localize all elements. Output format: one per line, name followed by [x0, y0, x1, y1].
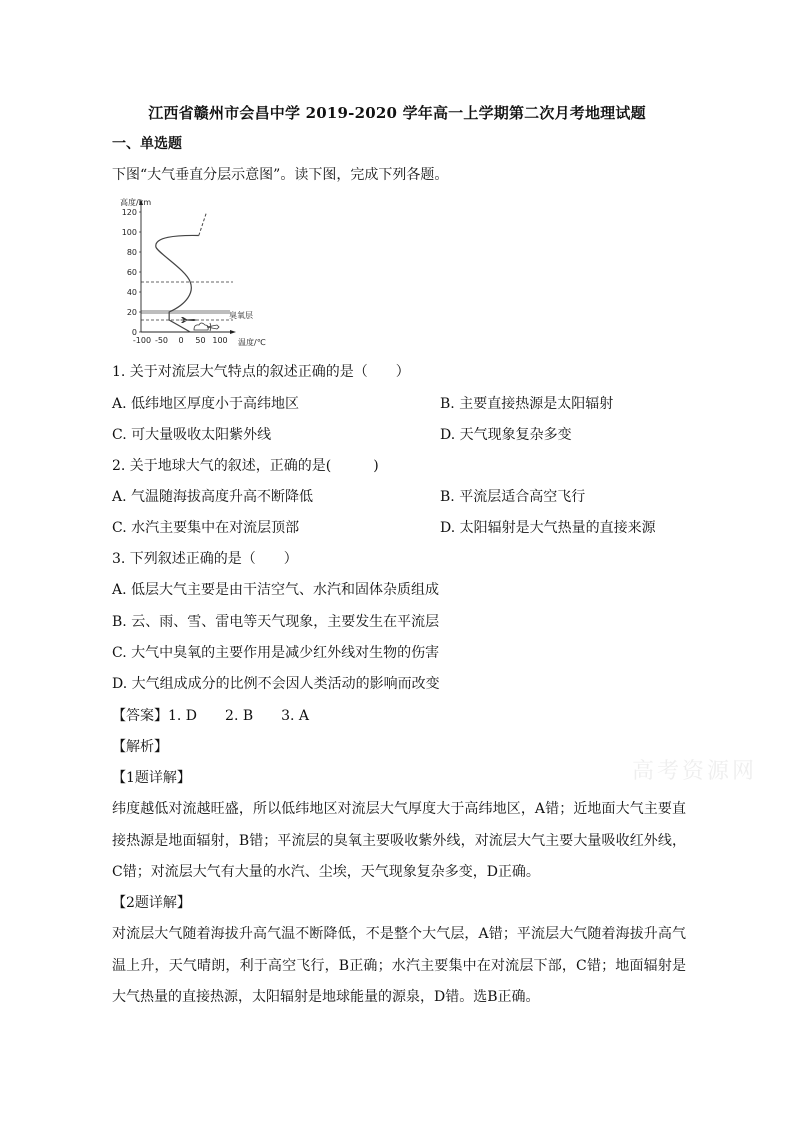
- x-tick-label: 0: [178, 336, 184, 345]
- question-3-stem: 3. 下列叙述正确的是（ ）: [112, 551, 298, 567]
- x-tick-label: 50: [195, 336, 206, 345]
- analysis-heading: 【解析】: [112, 739, 168, 755]
- question-2-option-b: B. 平流层适合高空飞行: [440, 489, 586, 505]
- question-2-option-c: C. 水汽主要集中在对流层顶部: [112, 520, 300, 536]
- x-tick-label: -50: [154, 336, 169, 345]
- question-2-option-d: D. 太阳辐射是大气热量的直接来源: [440, 520, 656, 536]
- explanation-1-text: 纬度越低对流越旺盛，所以低纬地区对流层大气厚度大于高纬地区，A错；近地面大气主要直接热源是地面辐射，B错；平流层的臭氧主要吸收紫外线，对流层大气主要大量吸收红外线，C错；对流层大气有大量的水汽、尘埃，天气现象复杂多变，D正确。: [112, 801, 686, 880]
- question-1-option-c: C. 可大量吸收太阳紫外线: [112, 427, 272, 443]
- question-3-option-b: B. 云、雨、雪、雷电等天气现象，主要发生在平流层: [112, 614, 440, 630]
- atmosphere-layers-figure: [110, 196, 280, 348]
- y-tick-label: 100: [121, 228, 137, 237]
- question-2-stem: 2. 关于地球大气的叙述，正确的是( ): [112, 458, 379, 474]
- explanation-2-heading: 【2题详解】: [112, 895, 191, 911]
- question-3-option-c: C. 大气中臭氧的主要作用是减少红外线对生物的伤害: [112, 645, 440, 661]
- aircraft-small-icon: [207, 323, 219, 331]
- question-2-option-a: A. 气温随海拔高度升高不断降低: [112, 489, 314, 505]
- y-tick-label: 0: [131, 328, 137, 337]
- airplane-icon: [178, 317, 197, 323]
- watermark: 高考资源网: [632, 759, 758, 784]
- x-tick-label: -100: [132, 336, 152, 345]
- question-1-option-a: A. 低纬地区厚度小于高纬地区: [112, 396, 300, 412]
- question-1-option-b: B. 主要直接热源是太阳辐射: [440, 396, 614, 412]
- explanation-2-text: 对流层大气随着海拔升高气温不断降低，不是整个大气层，A错；平流层大气随着海拔升高气温上升，天气晴朗，利于高空飞行，B正确；水汽主要集中在对流层下部，C错；地面辐射是大气热量的直接热源，太阳辐射是地球能量的源泉，D错。选B正确。: [112, 926, 686, 1005]
- y-tick-label: 80: [126, 248, 137, 257]
- question-3-option-a: A. 低层大气主要是由干洁空气、水汽和固体杂质组成: [112, 582, 440, 598]
- y-tick-label: 40: [126, 288, 137, 297]
- question-intro: 下图“大气垂直分层示意图”。读下图，完成下列各题。: [112, 167, 449, 183]
- temperature-curve: [156, 235, 199, 332]
- y-tick-label: 20: [126, 308, 137, 317]
- answer-line: 【答案】1. D 2. B 3. A: [112, 708, 310, 724]
- ozone-layer-label: 臭氧层: [229, 311, 253, 320]
- y-tick-label: 60: [126, 268, 137, 277]
- temperature-curve-extension: [199, 212, 207, 236]
- ozone-layer-band: [141, 310, 230, 314]
- question-1-stem: 1. 关于对流层大气特点的叙述正确的是（ ）: [112, 364, 410, 380]
- document-title: 江西省赣州市会昌中学 2019-2020 学年高一上学期第二次月考地理试题: [148, 104, 646, 122]
- cloud-icon: [194, 323, 208, 330]
- x-axis-arrow-icon: [230, 330, 236, 334]
- question-1-option-d: D. 天气现象复杂多变: [440, 427, 572, 443]
- explanation-1-heading: 【1题详解】: [112, 770, 191, 786]
- y-axis-label: 高度/km: [120, 198, 152, 207]
- y-tick-label: 120: [121, 208, 137, 217]
- x-axis-label: 温度/℃: [238, 338, 266, 347]
- question-3-option-d: D. 大气组成成分的比例不会因人类活动的影响而改变: [112, 676, 440, 692]
- x-tick-label: 100: [212, 336, 228, 345]
- section-heading: 一、单选题: [112, 136, 182, 152]
